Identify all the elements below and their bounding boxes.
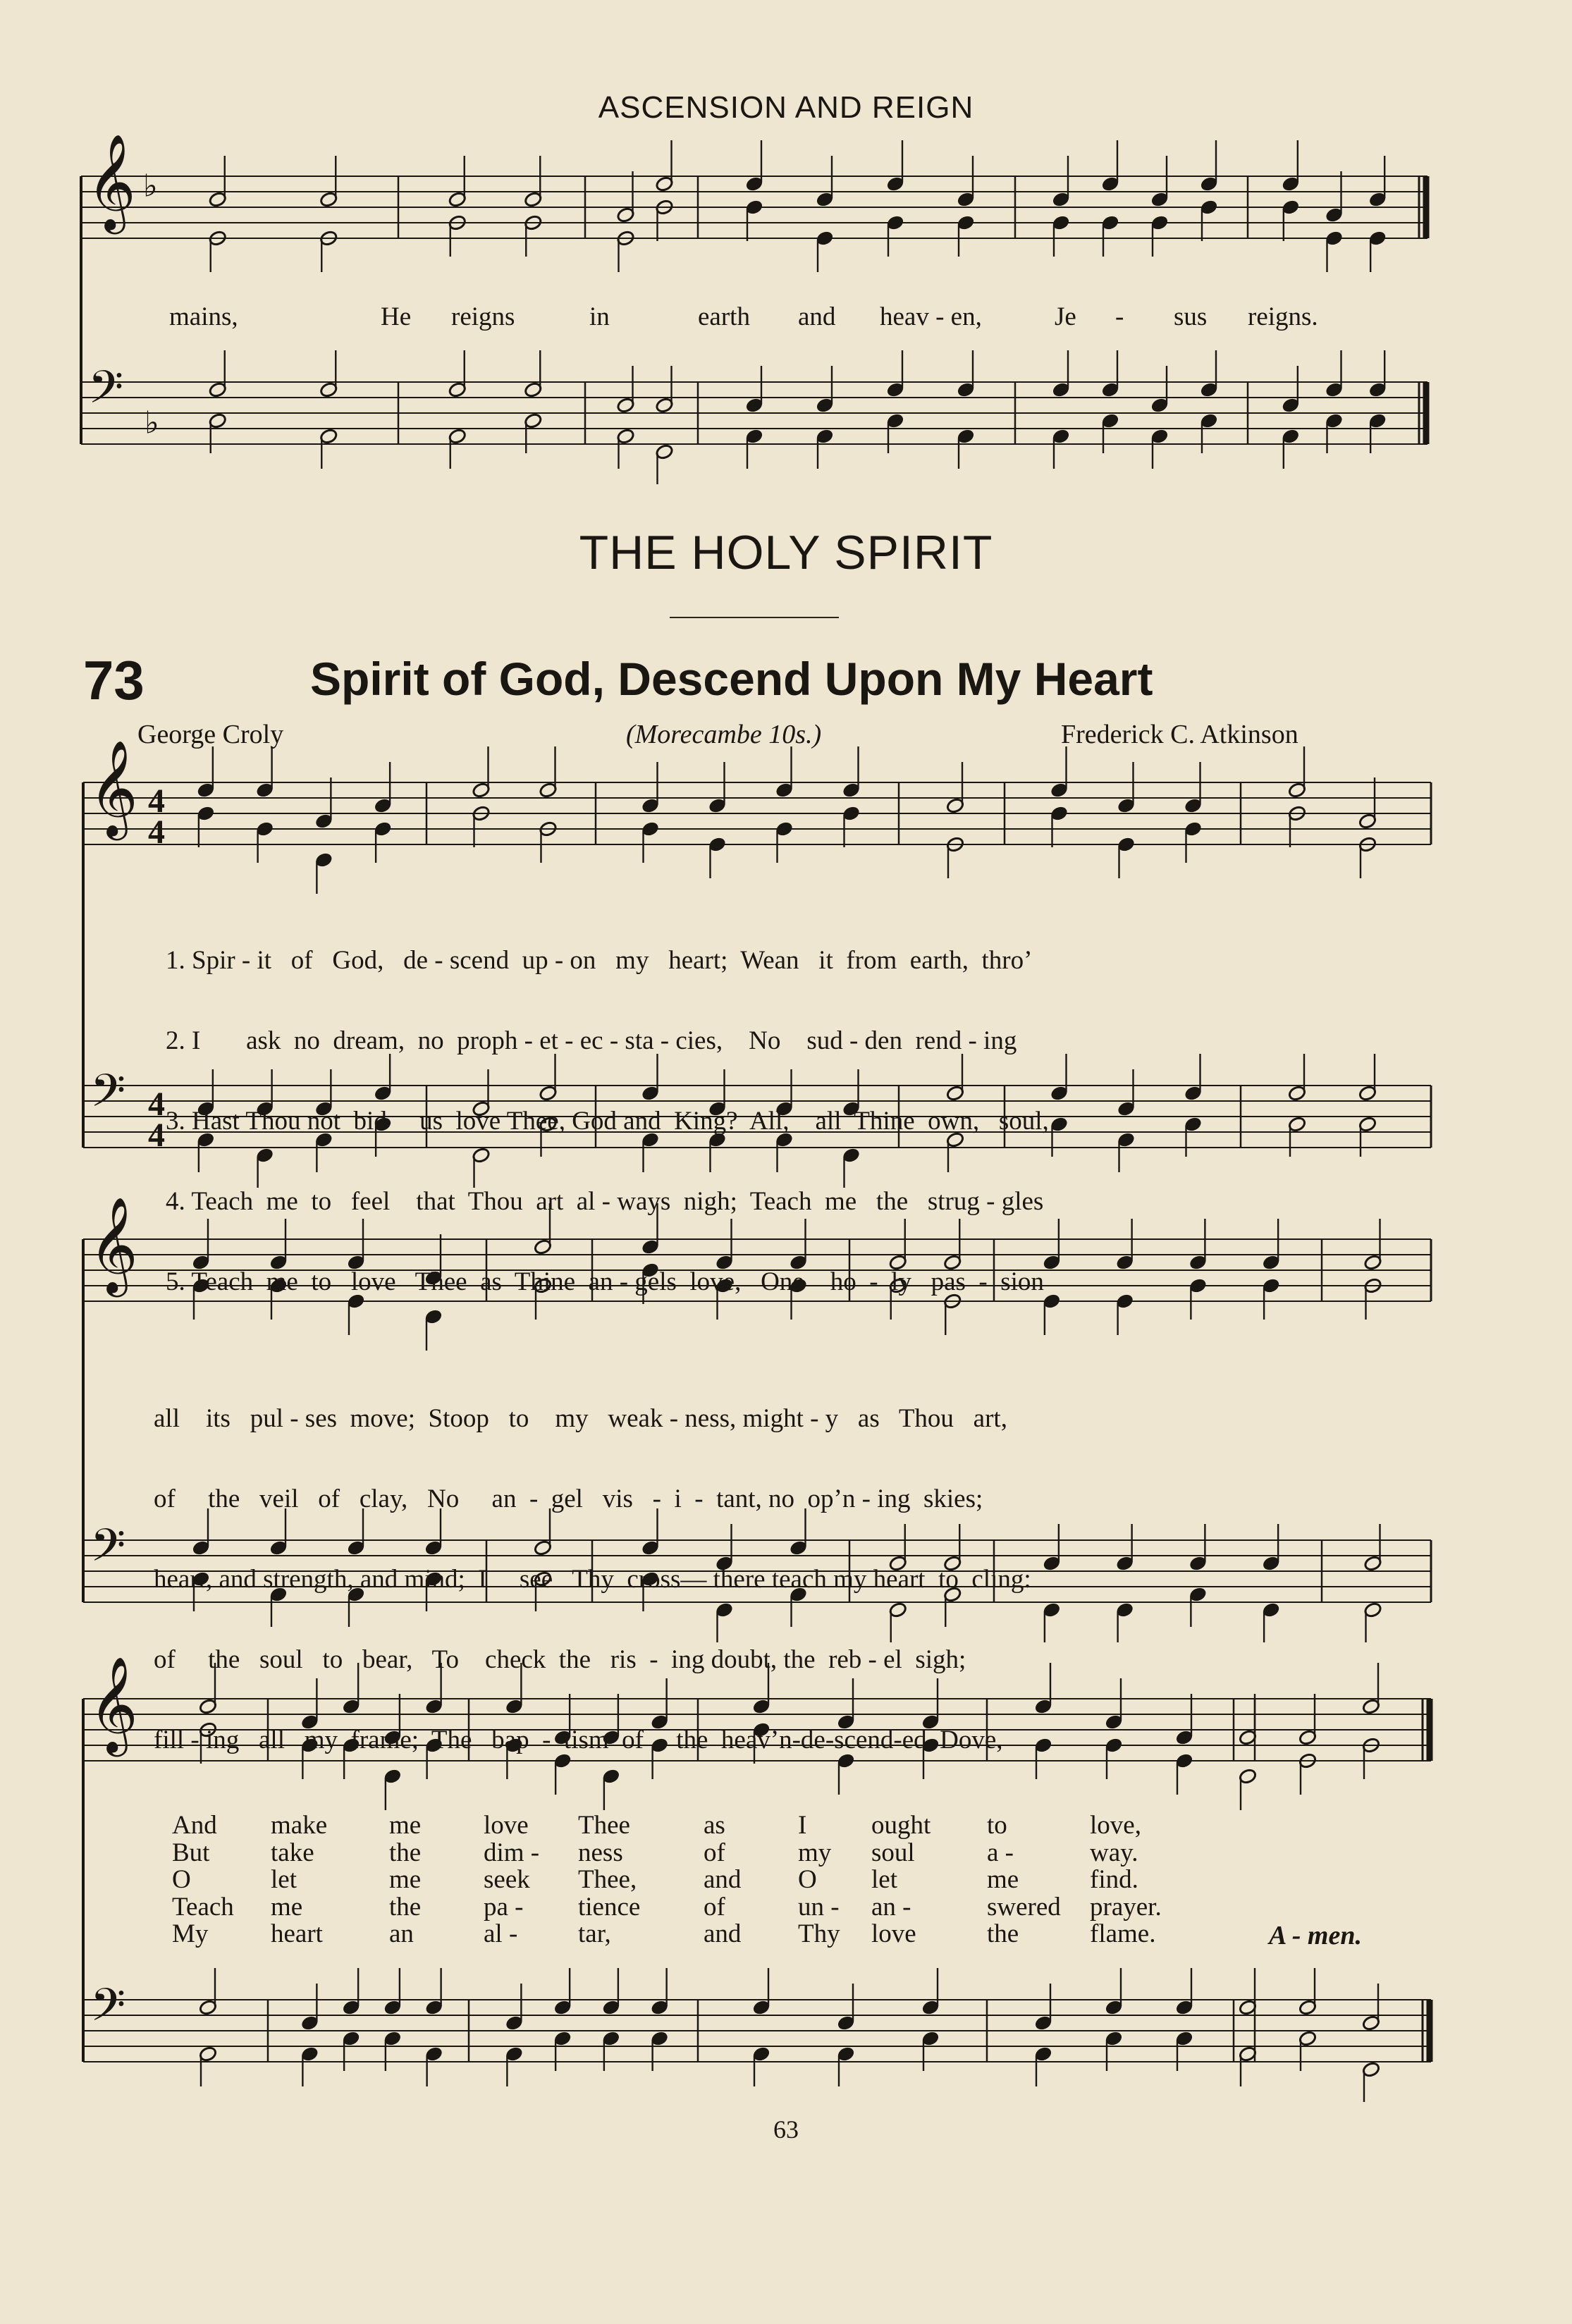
- lyric-word: in: [589, 302, 610, 331]
- lyric-word: ought: [871, 1811, 931, 1840]
- lyric-word: I: [798, 1811, 807, 1840]
- lyric-word: reigns: [451, 302, 515, 331]
- section-title: THE HOLY SPIRIT: [579, 526, 993, 579]
- svg-text:♭: ♭: [143, 168, 158, 204]
- lyric-word: reigns.: [1248, 302, 1318, 331]
- lyric-word: a -: [987, 1838, 1014, 1867]
- verse-line: heart, and strength, and mind; I see Thy cross— there teach my heart to cling:: [154, 1565, 1031, 1594]
- lyric-word: dim -: [484, 1838, 540, 1867]
- lyric-word: me: [271, 1892, 303, 1922]
- svg-text:𝄞: 𝄞: [89, 1195, 138, 1293]
- svg-text:4: 4: [148, 1086, 165, 1123]
- lyric-word: let: [871, 1865, 897, 1894]
- lyric-word: love: [484, 1811, 529, 1840]
- hymn-title: Spirit of God, Descend Upon My Heart: [310, 653, 1153, 705]
- lyric-word: Thee: [578, 1811, 630, 1840]
- lyric-word: the: [389, 1838, 422, 1867]
- lyric-word: an: [389, 1919, 414, 1948]
- svg-text:♭: ♭: [145, 405, 159, 441]
- lyric-word: find.: [1090, 1865, 1138, 1894]
- svg-text:𝄢: 𝄢: [90, 1520, 126, 1583]
- lyric-word: ness: [578, 1838, 623, 1867]
- lyric-word: my: [798, 1838, 832, 1867]
- system2-verses: [154, 1352, 1031, 1781]
- verse-line: 3. Hast Thou not bid us love Thee, God and King? All, all Thine own, soul,: [166, 1107, 1049, 1136]
- svg-text:4: 4: [148, 1117, 165, 1154]
- lyric-word: the: [987, 1919, 1019, 1948]
- hymn-number: 73: [83, 649, 145, 711]
- lyric-word: as: [704, 1811, 725, 1840]
- lyric-word: way.: [1090, 1838, 1138, 1867]
- lyric-word: pa -: [484, 1892, 524, 1922]
- lyric-word: heav - en,: [880, 302, 982, 331]
- lyric-word: me: [987, 1865, 1019, 1894]
- lyric-word: Thee,: [578, 1865, 637, 1894]
- verse-line: of the veil of clay, No an - gel vis - i - tant, no op’n - ing skies;: [154, 1484, 983, 1513]
- lyric-word: But: [172, 1838, 210, 1867]
- system1-verses: [166, 894, 1049, 1322]
- verse-line: fill - ing all my frame; The bap - tism of the heav’n-de-scend-ed Dove,: [154, 1726, 1003, 1754]
- running-head: ASCENSION AND REIGN: [598, 90, 974, 125]
- hymn-tune: (Morecambe 10s.): [626, 720, 822, 749]
- section-divider: [670, 617, 839, 618]
- hymn-composer: Frederick C. Atkinson: [1061, 720, 1298, 749]
- lyric-word: seek: [484, 1865, 530, 1894]
- lyric-word: He: [381, 302, 412, 331]
- lyric-word: al -: [484, 1919, 518, 1948]
- lyric-word: O: [172, 1865, 191, 1894]
- lyric-word: O: [798, 1865, 817, 1894]
- verse-line: all its pul - ses move; Stoop to my weak - ness, might - y as Thou art,: [154, 1404, 1007, 1433]
- lyric-word: an -: [871, 1892, 911, 1922]
- lyric-word: Teach: [172, 1892, 234, 1922]
- lyric-word: and: [798, 302, 836, 331]
- lyric-word: prayer.: [1090, 1892, 1162, 1922]
- lyric-word: tar,: [578, 1919, 611, 1948]
- lyric-word: make: [271, 1811, 328, 1840]
- page-number: 63: [773, 2115, 799, 2144]
- lyric-word: -: [1115, 302, 1124, 331]
- svg-text:𝄢: 𝄢: [88, 362, 124, 425]
- lyric-word: heart: [271, 1919, 323, 1948]
- lyric-word: of: [704, 1838, 725, 1867]
- verse-line: 5. Teach me to love Thee as Thine an - gels love, One ho - ly pas - sion: [166, 1267, 1044, 1296]
- lyric-word: soul: [871, 1838, 915, 1867]
- svg-text:4: 4: [148, 782, 165, 820]
- lyric-word: love: [871, 1919, 916, 1948]
- amen-text: A - men.: [1269, 1921, 1362, 1950]
- svg-text:𝄞: 𝄞: [89, 1655, 138, 1752]
- lyric-word: to: [987, 1811, 1007, 1840]
- lyric-word: My: [172, 1919, 209, 1948]
- hymn-author: George Croly: [137, 720, 284, 749]
- lyric-word: take: [271, 1838, 314, 1867]
- svg-text:𝄢: 𝄢: [90, 1065, 126, 1129]
- lyric-word: of: [704, 1892, 725, 1922]
- lyric-word: mains,: [169, 302, 238, 331]
- lyric-word: flame.: [1090, 1919, 1156, 1948]
- verse-line: of the soul to bear, To check the ris - ing doubt, the reb - el sigh;: [154, 1645, 966, 1674]
- lyric-word: un -: [798, 1892, 840, 1922]
- lyric-word: love,: [1090, 1811, 1141, 1840]
- lyric-word: And: [172, 1811, 217, 1840]
- svg-text:𝄞: 𝄞: [87, 133, 136, 230]
- lyric-word: earth: [698, 302, 750, 331]
- verse-line: 2. I ask no dream, no proph - et - ec - sta - cies, No sud - den rend - ing: [166, 1026, 1017, 1055]
- lyric-word: tience: [578, 1892, 641, 1922]
- lyric-word: and: [704, 1865, 742, 1894]
- svg-text:𝄢: 𝄢: [90, 1979, 126, 2043]
- lyric-word: let: [271, 1865, 297, 1894]
- lyric-word: sus: [1174, 302, 1208, 331]
- svg-text:4: 4: [148, 813, 165, 851]
- lyric-word: Je: [1055, 302, 1076, 331]
- lyric-word: me: [389, 1811, 422, 1840]
- verse-line: 1. Spir - it of God, de - scend up - on my heart; Wean it from earth, thro’: [166, 946, 1033, 975]
- svg-text:𝄞: 𝄞: [89, 739, 138, 836]
- lyric-word: the: [389, 1892, 422, 1922]
- lyric-word: swered: [987, 1892, 1061, 1922]
- lyric-word: Thy: [798, 1919, 840, 1948]
- verse-line: 4. Teach me to feel that Thou art al - ways nigh; Teach me the strug - gles: [166, 1187, 1044, 1216]
- lyric-word: and: [704, 1919, 742, 1948]
- lyric-word: me: [389, 1865, 422, 1894]
